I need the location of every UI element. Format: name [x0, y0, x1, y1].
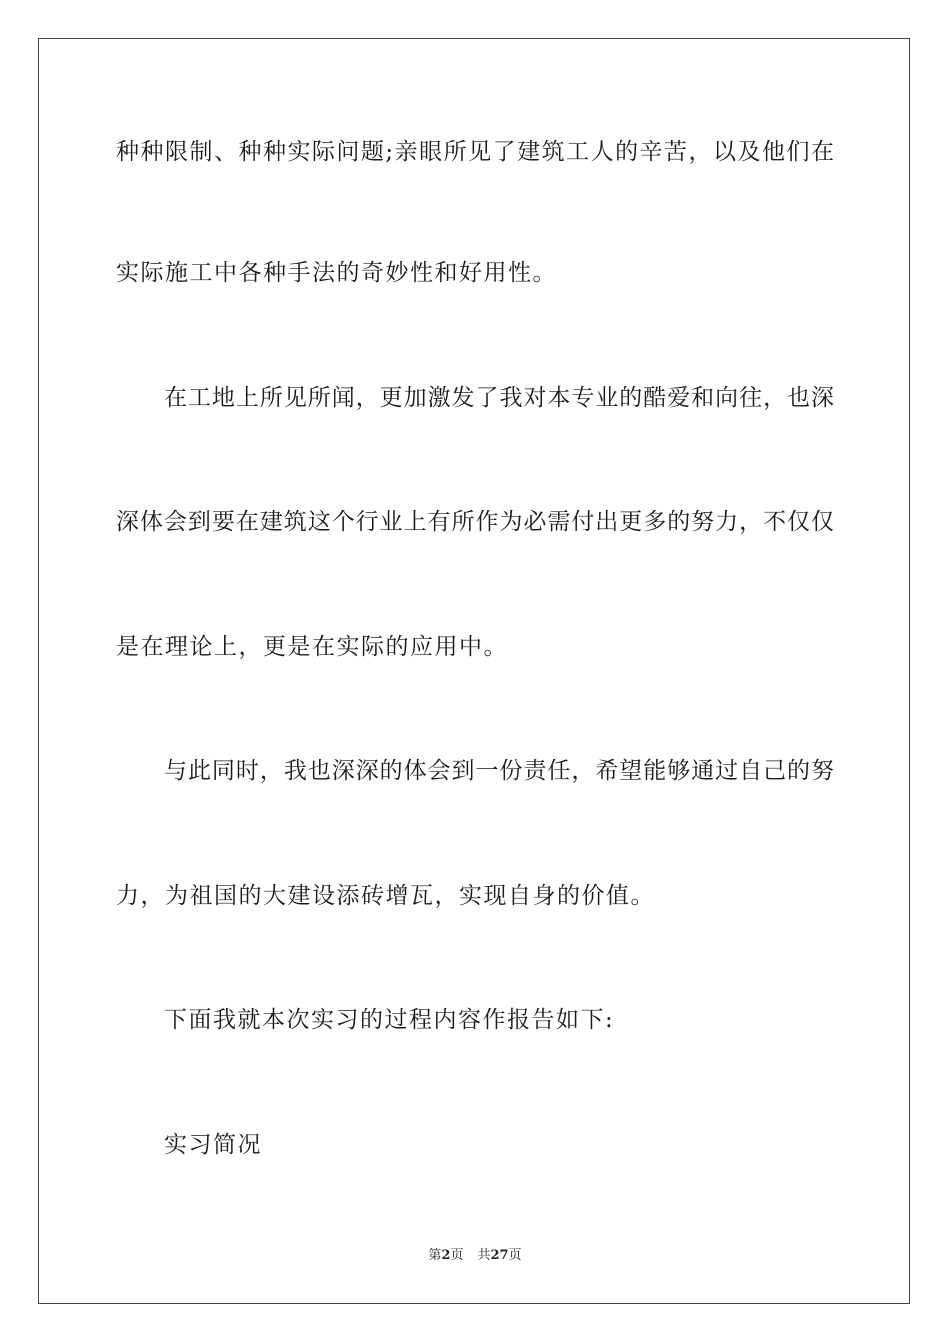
paragraph-line: 深体会到要在建筑这个行业上有所作为必需付出更多的努力，不仅仅	[116, 509, 834, 535]
total-pages: 27	[490, 1248, 509, 1263]
page-border	[38, 38, 910, 1304]
paragraph-line: 与此同时，我也深深的体会到一份责任，希望能够通过自己的努	[164, 758, 834, 784]
total-prefix: 共	[477, 1248, 491, 1263]
page-number: 2	[441, 1248, 451, 1263]
paragraph-line: 在工地上所见所闻，更加激发了我对本专业的酷爱和向往，也深	[164, 385, 834, 411]
paragraph-line: 下面我就本次实习的过程内容作报告如下:	[164, 1007, 615, 1033]
page-suffix: 页	[450, 1248, 464, 1263]
page-footer	[0, 1247, 950, 1265]
paragraph-line: 种种限制、种种实际问题;亲眼所见了建筑工人的辛苦，以及他们在	[116, 139, 834, 165]
paragraph-line: 是在理论上，更是在实际的应用中。	[116, 634, 508, 660]
total-suffix: 页	[508, 1248, 522, 1263]
page-prefix: 第	[428, 1248, 442, 1263]
paragraph-line: 实际施工中各种手法的奇妙性和好用性。	[116, 260, 557, 286]
section-heading: 实习简况	[164, 1132, 262, 1158]
paragraph-line: 力，为祖国的大建设添砖增瓦，实现自身的价值。	[116, 883, 655, 909]
